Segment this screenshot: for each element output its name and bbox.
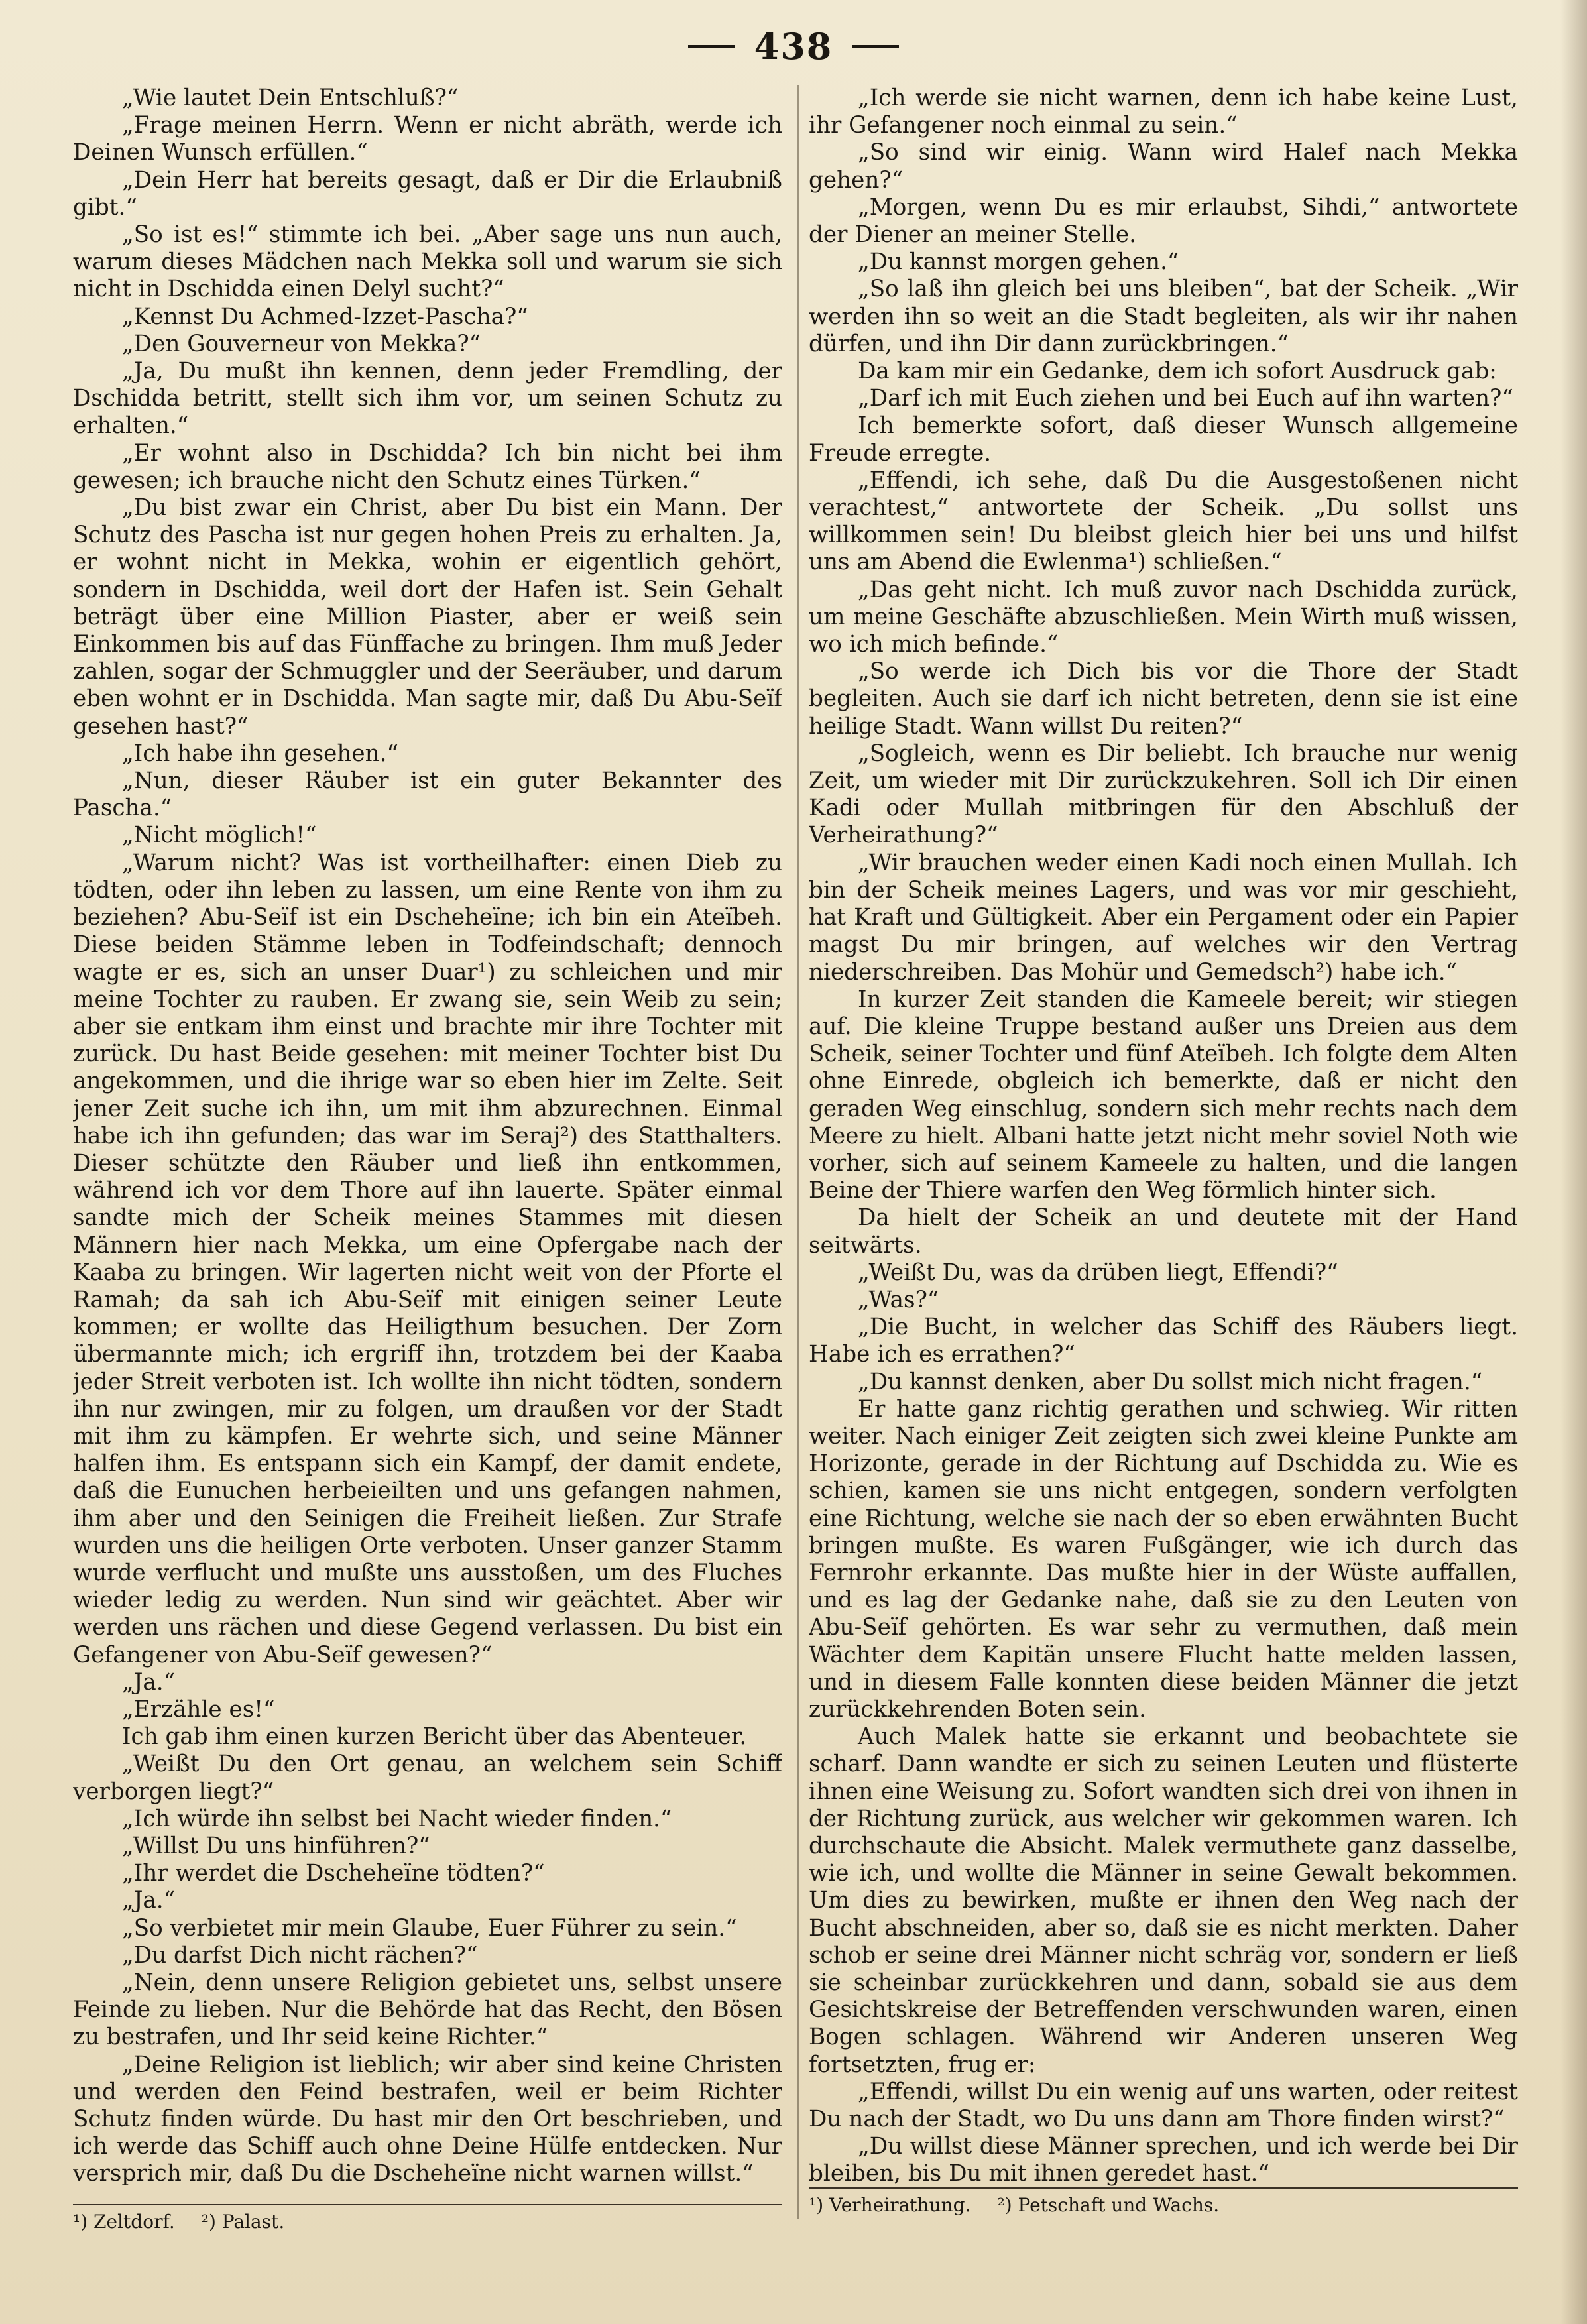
paragraph: Da hielt der Scheik an und deutete mit der Hand seitwärts. <box>809 1204 1518 1259</box>
footnotes-right <box>809 2187 1518 2217</box>
paragraph: „Das geht nicht. Ich muß zuvor nach Dschidda zurück, um meine Geschäfte abzuschließen. Mein Wirth muß wissen, wo ich mich befinde.“ <box>809 576 1518 658</box>
paragraph: „Warum nicht? Was ist vortheilhafter: einen Dieb zu tödten, oder ihn leben zu lassen, um eine Rente von ihm zu beziehen? Abu-Seïf ist ein Dscheheïne; ich bin ein Ateïbeh. Diese beiden Stämme leben in Todfeindschaft; dennoch wagte er es, sich an unser Duar¹) zu schleichen und mir meine Tochter zu rauben. Er zwang sie, sein Weib zu sein; aber sie entkam ihm einst und brachte mir ihre Tochter mit zurück. Du hast Beide gesehen: mit meiner Tochter bist Du angekommen, und die ihrige war so eben hier im Zelte. Seit jener Zeit suche ich ihn, um mit ihm abzurechnen. Einmal habe ich ihn gefunden; das war im Seraj²) des Statthalters. Dieser schützte den Räuber und ließ ihn entkommen, während ich vor dem Thore auf ihn lauerte. Später einmal sandte mich der Scheik meines Stammes mit diesen Männern hier nach Mekka, um eine Opfergabe nach der Kaaba zu bringen. Wir lagerten nicht weit von der Pforte el Ramah; da sah ich Abu-Seïf mit einigen seiner Leute kommen; er wollte das Heiligthum besuchen. Der Zorn übermannte mich; ich ergriff ihn, trotzdem bei der Kaaba jeder Streit verboten ist. Ich wollte ihn nicht tödten, sondern ihn nur zwingen, mir zu folgen, um draußen vor der Stadt mit ihm zu kämpfen. Er wehrte sich, und seine Männer halfen ihm. Es entspann sich ein Kampf, der damit endete, daß die Eunuchen herbeieilten und uns gefangen nahmen, ihm aber und den Seinigen die Freiheit ließen. Zur Strafe wurden uns die heiligen Orte verboten. Unser ganzer Stamm wurde verflucht und mußte uns ausstoßen, um des Fluches wieder ledig zu werden. Nun sind wir geächtet. Aber wir werden uns rächen und diese Gegend verlassen. Du bist ein Gefangener von Abu-Seïf gewesen?“ <box>73 849 782 1668</box>
paragraph: „So sind wir einig. Wann wird Halef nach Mekka gehen?“ <box>809 139 1518 194</box>
footnote: ²) Petschaft und Wachs. <box>997 2194 1220 2216</box>
paragraph: „Die Bucht, in welcher das Schiff des Räubers liegt. Habe ich es errathen?“ <box>809 1314 1518 1368</box>
paragraph: Ich gab ihm einen kurzen Bericht über das Abenteuer. <box>122 1723 747 1751</box>
paragraph: „Den Gouverneur von Mekka?“ <box>122 330 481 357</box>
column-divider <box>797 85 799 2219</box>
paragraph: „Dein Herr hat bereits gesagt, daß er Dir die Erlaubniß gibt.“ <box>73 166 782 221</box>
paragraph: „Deine Religion ist lieblich; wir aber sind keine Christen und werden den Feind bestrafen, weil er beim Richter Schutz finden würde. Du hast mir den Ort beschrieben, und ich werde das Schiff auch ohne Deine Hülfe entdecken. Nur versprich mir, daß Du die Dscheheïne nicht warnen willst.“ <box>73 2051 782 2187</box>
paragraph: „Weißt Du, was da drüben liegt, Effendi?“ <box>858 1259 1338 1286</box>
paragraph: Da kam mir ein Gedanke, dem ich sofort Ausdruck gab: <box>858 358 1497 385</box>
paragraph: „Du darfst Dich nicht rächen?“ <box>122 1942 478 1969</box>
paragraph: „Sogleich, wenn es Dir beliebt. Ich brauche nur wenig Zeit, um wieder mit Dir zurückzukehren. Soll ich Dir einen Kadi oder Mullah mitbringen für den Abschluß der Verheirathung?“ <box>809 740 1518 849</box>
paragraph: „Ja.“ <box>122 1887 176 1914</box>
paragraph: „Nein, denn unsere Religion gebietet uns, selbst unsere Feinde zu lieben. Nur die Behörde hat das Recht, den Bösen zu bestrafen, und Ihr seid keine Richter.“ <box>73 1969 782 2051</box>
paragraph: Ich bemerkte sofort, daß dieser Wunsch allgemeine Freude erregte. <box>809 412 1518 467</box>
footnote: ¹) Verheirathung. <box>809 2194 971 2216</box>
paragraph: „Effendi, ich sehe, daß Du die Ausgestoßenen nicht verachtest,“ antwortete der Scheik. „Du sollst uns willkommen sein! Du bleibst gleich hier bei uns und hilfst uns am Abend die Ewlenma¹) schließen.“ <box>809 467 1518 576</box>
paragraph: „Nun, dieser Räuber ist ein guter Bekannter des Pascha.“ <box>73 768 782 822</box>
paragraph: Auch Malek hatte sie erkannt und beobachtete sie scharf. Dann wandte er sich zu seinen Leuten und flüsterte ihnen eine Weisung zu. Sofort wandten sich drei von ihnen in der Richtung zurück, aus welcher wir gekommen waren. Ich durchschaute die Absicht. Malek vermuthete ganz dasselbe, wie ich, und wollte die Männer in seine Gewalt bekommen. Um dies zu bewirken, mußte er ihnen den Weg nach der Bucht abschneiden, aber so, daß sie es nicht merkten. Daher schob er seine drei Männer nicht schräg vor, sondern er ließ sie scheinbar zurückkehren und dann, sobald sie aus dem Gesichtskreise der Betreffenden verschwunden waren, einen Bogen schlagen. Während wir Anderen unseren Weg fortsetzten, frug er: <box>809 1723 1518 2078</box>
paragraph: Er hatte ganz richtig gerathen und schwieg. Wir ritten weiter. Nach einiger Zeit zeigten sich zwei kleine Punkte am Horizonte, gerade in der Richtung auf Dschidda zu. Wie es schien, kamen sie uns nicht entgegen, sondern verfolgten eine Richtung, welche sie nach der so eben erwähnten Bucht bringen mußte. Es waren Fußgänger, wie ich durch das Fernrohr erkannte. Das mußte hier in der Wüste auffallen, und es lag der Gedanke nahe, daß sie zu den Leuten von Abu-Seïf gehörten. Es war sehr zu vermuthen, daß mein Wächter dem Kapitän unsere Flucht hatte melden lassen, und in diesem Falle konnten diese beiden Männer die jetzt zurückkehrenden Boten sein. <box>809 1395 1518 1723</box>
paragraph: „Morgen, wenn Du es mir erlaubst, Sihdi,“ antwortete der Diener an meiner Stelle. <box>809 194 1518 249</box>
footnote: ¹) Zeltdorf. <box>73 2211 175 2233</box>
paragraph: „Du bist zwar ein Christ, aber Du bist ein Mann. Der Schutz des Pascha ist nur gegen hohen Preis zu erhalten. Ja, er wohnt nicht in Mekka, wohin er eigentlich gehört, sondern in Dschidda, weil dort der Hafen ist. Sein Gehalt beträgt über eine Million Piaster, aber er weiß sein Einkommen bis auf das Fünffache zu bringen. Ihm muß Jeder zahlen, sogar der Schmuggler und der Seeräuber, und darum eben wohnt er in Dschidda. Man sagte mir, daß Du Abu-Seïf gesehen hast?“ <box>73 494 782 740</box>
paragraph: „So werde ich Dich bis vor die Thore der Stadt begleiten. Auch sie darf ich nicht betreten, denn sie ist eine heilige Stadt. Wann willst Du reiten?“ <box>809 658 1518 740</box>
paragraph: „Ich werde sie nicht warnen, denn ich habe keine Lust, ihr Gefangener noch einmal zu sein.“ <box>809 85 1518 139</box>
paragraph: „Was?“ <box>858 1286 939 1313</box>
paragraph: „Wir brauchen weder einen Kadi noch einen Mullah. Ich bin der Scheik meines Lagers, und was vor mir geschieht, hat Kraft und Gültigkeit. Aber ein Pergament oder ein Papier magst Du mir bringen, auf welches wir den Vertrag niederschreiben. Das Mohür und Gemedsch²) habe ich.“ <box>809 849 1518 986</box>
paragraph: „Willst Du uns hinführen?“ <box>122 1833 430 1859</box>
paragraph: „Er wohnt also in Dschidda? Ich bin nicht bei ihm gewesen; ich brauche nicht den Schutz eines Türken.“ <box>73 439 782 494</box>
paragraph: „Ihr werdet die Dscheheïne tödten?“ <box>122 1860 545 1887</box>
right-column <box>809 85 1518 2259</box>
paragraph: „Ich würde ihn selbst bei Nacht wieder finden.“ <box>122 1805 672 1832</box>
paragraph: „Weißt Du den Ort genau, an welchem sein Schiff verborgen liegt?“ <box>73 1751 782 1805</box>
paragraph: „Kennst Du Achmed-Izzet-Pascha?“ <box>122 303 528 330</box>
paragraph: „Du kannst morgen gehen.“ <box>858 249 1179 276</box>
paragraph: „Du kannst denken, aber Du sollst mich nicht fragen.“ <box>858 1368 1483 1395</box>
footnote: ²) Palast. <box>201 2211 285 2233</box>
paragraph: „Erzähle es!“ <box>122 1696 275 1723</box>
page-number: 438 <box>754 25 833 68</box>
paragraph: „So verbietet mir mein Glaube, Euer Führer zu sein.“ <box>122 1914 737 1942</box>
paragraph: In kurzer Zeit standen die Kameele bereit; wir stiegen auf. Die kleine Truppe bestand außer uns Dreien aus dem Scheik, seiner Tochter und fünf Ateïbeh. Ich folgte dem Alten ohne Einrede, obgleich ich bemerkte, daß er nicht den geraden Weg einschlug, sondern sich mehr rechts nach dem Meere zu hielt. Albani hatte jetzt nicht mehr soviel Noth wie vorher, sich auf seinem Kameele zu halten, und die langen Beine der Thiere warfen den Weg förmlich hinter sich. <box>809 986 1518 1204</box>
page-edge-shadow <box>1560 0 1587 2324</box>
paragraph: „So laß ihn gleich bei uns bleiben“, bat der Scheik. „Wir werden ihn so weit an die Stadt begleiten, als wir ihr nahen dürfen, und ihn Dir dann zurückbringen.“ <box>809 276 1518 357</box>
paragraph: „Darf ich mit Euch ziehen und bei Euch auf ihn warten?“ <box>858 385 1513 412</box>
paragraph: „Ja, Du mußt ihn kennen, denn jeder Fremdling, der Dschidda betritt, stellt sich ihm vor, um seinen Schutz zu erhalten.“ <box>73 358 782 439</box>
page-header <box>0 13 1587 80</box>
left-column <box>73 85 782 2259</box>
paragraph: „Ja.“ <box>122 1668 176 1696</box>
header-dash-right <box>852 45 899 48</box>
paragraph: „Wie lautet Dein Entschluß?“ <box>122 85 459 111</box>
header-dash-left <box>688 45 735 48</box>
paragraph: „Ich habe ihn gesehen.“ <box>122 740 398 767</box>
footnotes-left <box>73 2204 782 2233</box>
paragraph: „Frage meinen Herrn. Wenn er nicht abräth, werde ich Deinen Wunsch erfüllen.“ <box>73 112 782 166</box>
paragraph: „So ist es!“ stimmte ich bei. „Aber sage uns nun auch, warum dieses Mädchen nach Mekka soll und warum sie sich nicht in Dschidda einen Delyl sucht?“ <box>73 221 782 303</box>
paragraph: „Nicht möglich!“ <box>122 822 317 849</box>
paragraph: „Effendi, willst Du ein wenig auf uns warten, oder reitest Du nach der Stadt, wo Du uns dann am Thore finden wirst?“ <box>809 2078 1518 2133</box>
paragraph: „Du willst diese Männer sprechen, und ich werde bei Dir bleiben, bis Du mit ihnen geredet hast.“ <box>809 2133 1518 2187</box>
